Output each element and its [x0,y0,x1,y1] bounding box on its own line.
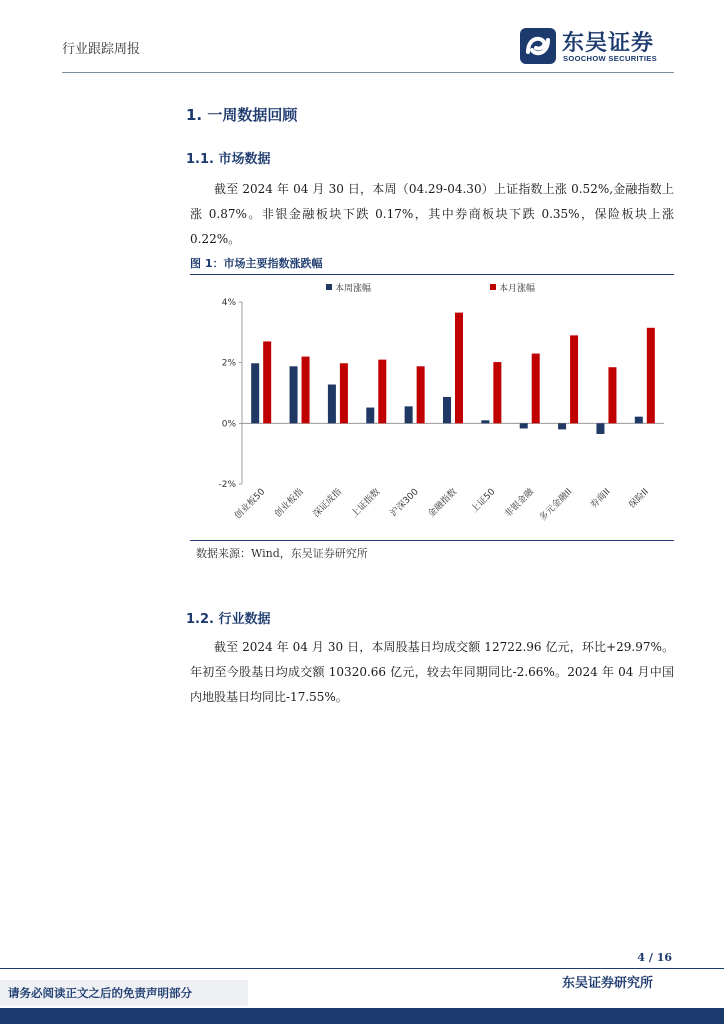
subsection-title-market: 1.1. 市场数据 [186,152,271,167]
bar-monthly [455,313,463,424]
bar-monthly [608,367,616,423]
bar-weekly [481,420,489,423]
bar-weekly [635,417,643,424]
market-data-paragraph: 截至 2024 年 04 月 30 日，本周（04.29-04.30）上证指数上涨 0.52%,金融指数上涨 0.87%。非银金融板块下跌 0.17%，其中券商板块下跌 0.35%，保险板块上涨 0.22%。 [190,182,674,246]
bar-monthly [378,360,386,424]
section-title: 1. 一周数据回顾 [186,106,298,124]
x-tick-label: 券商II [589,487,613,511]
bar-weekly [558,423,566,429]
legend-label-1: 本月涨幅 [499,284,536,294]
bar-monthly [302,357,310,424]
x-tick-label: 深证成指 [311,487,345,520]
bar-weekly [520,423,528,428]
legend-swatch-1 [490,284,496,290]
disclaimer-text: 请务必阅读正文之后的免责声明部分 [8,986,192,1000]
soochow-logo-icon [520,28,556,64]
x-tick-label: 非银金融 [503,487,536,520]
legend-label-0: 本周涨幅 [335,284,372,294]
subsection-title-industry: 1.2. 行业数据 [186,612,271,627]
bar-weekly [405,406,413,423]
x-tick-label: 沪深300 [388,487,421,520]
institute-name: 东吴证券研究所 [562,976,654,991]
bar-weekly [443,397,451,423]
figure-title: 图 1：市场主要指数涨跌幅 [190,257,323,270]
x-tick-label: 创业板50 [233,487,268,522]
legend-swatch-0 [326,284,332,290]
company-logo [520,26,676,66]
bar-weekly [596,423,604,434]
figure-bottom-rule [190,540,674,541]
x-tick-label: 上证50 [469,487,498,515]
x-tick-label: 保险II [627,487,651,511]
bar-monthly [417,366,425,423]
page-number: 4 / 16 [637,951,672,964]
y-tick-label: 4% [221,298,236,308]
bar-weekly [328,385,336,424]
x-tick-label: 多元金融II [537,487,575,524]
y-tick-label: 0% [221,419,236,430]
header-divider [62,72,674,73]
report-type-label: 行业跟踪周报 [62,42,141,57]
figure-source: 数据来源：Wind，东吴证券研究所 [196,547,368,560]
bar-monthly [570,335,578,423]
x-tick-label: 金融指数 [426,487,460,520]
bar-monthly [532,354,540,424]
logo-chinese-text: 东吴证券 [562,31,655,56]
bar-monthly [340,363,348,423]
figure-top-rule [190,274,674,275]
bar-weekly [366,408,374,424]
industry-data-paragraph: 截至 2024 年 04 月 30 日，本周股基日均成交额 12722.96 亿元，环比+29.97%。年初至今股基日均成交额 10320.66 亿元，较去年同期同比-2.66%。2024 年 04 月中国内地股基日均同比-17.55%。 [190,640,674,704]
x-tick-label: 创业板指 [273,487,306,520]
index-change-bar-chart [190,276,674,540]
logo-english-text: SOOCHOW SECURITIES [563,54,657,63]
y-tick-label: -2% [218,480,236,490]
bar-monthly [647,328,655,424]
bar-monthly [493,362,501,423]
footer-bar [0,1008,724,1024]
bar-weekly [251,363,259,423]
footer-divider [0,968,724,969]
bar-monthly [263,341,271,423]
x-tick-label: 上证指数 [349,487,383,520]
y-tick-label: 2% [221,358,236,369]
bar-weekly [290,366,298,423]
